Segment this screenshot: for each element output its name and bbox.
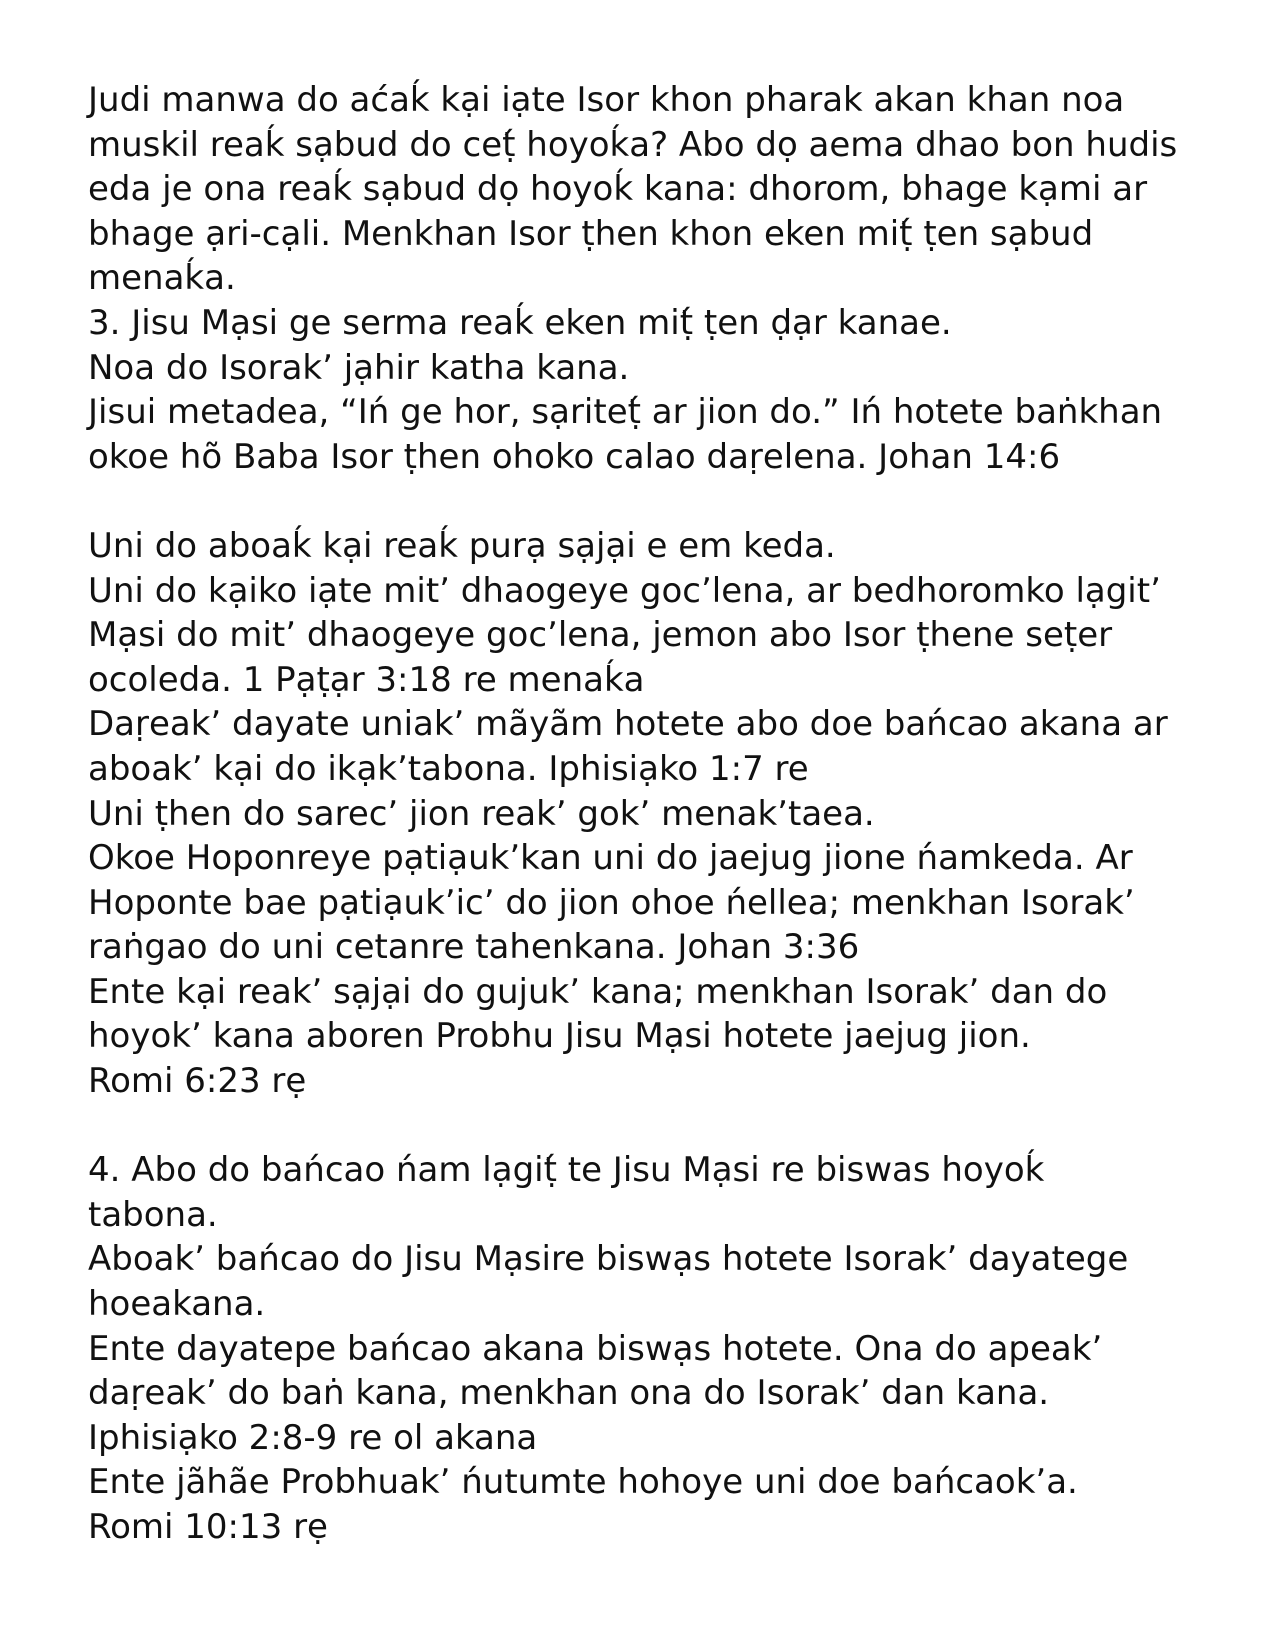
text-line: Aboak’ bańcao do Jisu Mạsire biswạs hotete Isorak’ dayatege — [88, 1239, 1129, 1280]
text-line: okoe hõ Baba Isor ṭhen ohoko calao daṛelena. Johan 14:6 — [88, 436, 1061, 477]
text-line: Ente jãhãe Probhuak’ ńutumte hohoye uni doe bańcaok’a. — [88, 1462, 1078, 1503]
paragraph-gap — [88, 479, 1208, 524]
document-page — [88, 78, 1208, 1550]
text-line: daṛeak’ do baṅ kana, menkhan ona do Isorak’ dan kana. — [88, 1373, 1050, 1414]
text-line: Mạsi do mit’ dhaogeye goc’lena, jemon abo Isor ṭhene seṭer — [88, 615, 1113, 656]
text-line: Uni do kạiko iạte mit’ dhaogeye goc’lena, ar bedhoromko lạgit’ — [88, 570, 1161, 611]
text-line: eda je ona reaḱ sạbud dọ hoyoḱ kana: dhorom, bhage kạmi ar — [88, 169, 1148, 210]
text-line: bhage ạri-cạli. Menkhan Isor ṭhen khon eken miṭ́ ṭen sạbud — [88, 213, 1094, 254]
text-line: Noa do Isorak’ jạhir katha kana. — [88, 347, 630, 388]
text-line: Ente dayatepe bańcao akana biswạs hotete. Ona do apeak’ — [88, 1328, 1103, 1369]
text-line: hoyok’ kana aboren Probhu Jisu Mạsi hotete jaejug jion. — [88, 1016, 1031, 1057]
section-heading: 4. Abo do bańcao ńam lạgiṭ́ te Jisu Mạsi re biswas hoyoḱ — [88, 1150, 1045, 1191]
text-line: ocoleda. 1 Pạṭạr 3:18 re menaḱa — [88, 659, 645, 700]
paragraph-gap — [88, 1104, 1208, 1149]
text-line: Jisui metadea, “Iń ge hor, sạriteṭ́ ar jion do.” Iń hotete baṅkhan — [88, 392, 1163, 433]
text-line: Romi 6:23 rẹ — [88, 1061, 307, 1102]
text-line: Judi manwa do aćaḱ kại iạte Isor khon pharak akan khan noa — [88, 80, 1125, 120]
text-line: menaḱa. — [88, 258, 236, 299]
text-line: Iphisiạko 2:8-9 re ol akana — [88, 1417, 538, 1458]
text-line: aboak’ kại do ikạk’tabona. Iphisiạko 1:7 re — [88, 748, 809, 789]
text-line: Daṛeak’ dayate uniak’ mãyãm hotete abo doe bańcao akana ar — [88, 704, 1168, 745]
section-heading: 3. Jisu Mạsi ge serma reaḱ eken miṭ́ ṭen ḍạr kanae. — [88, 302, 952, 343]
text-line: hoeakana. — [88, 1284, 266, 1325]
text-line: Romi 10:13 rẹ — [88, 1507, 328, 1547]
text-line: muskil reaḱ sạbud do ceṭ́ hoyoḱa? Abo dọ aema dhao bon hudis — [88, 124, 1178, 165]
text-line: Ente kại reak’ sạjại do gujuk’ kana; menkhan Isorak’ dan do — [88, 971, 1108, 1012]
text-line: Uni ṭhen do sarec’ jion reak’ gok’ menak’taea. — [88, 793, 875, 834]
text-line: tabona. — [88, 1194, 218, 1235]
text-line: raṅgao do uni cetanre tahenkana. Johan 3:36 — [88, 927, 860, 968]
text-line: Uni do aboaḱ kại reaḱ purạ sạjại e em keda. — [88, 525, 836, 566]
text-line: Okoe Hoponreye pạtiạuk’kan uni do jaejug jione ńamkeda. Ar — [88, 838, 1133, 879]
text-line: Hoponte bae pạtiạuk’ic’ do jion ohoe ńellea; menkhan Isorak’ — [88, 882, 1135, 923]
